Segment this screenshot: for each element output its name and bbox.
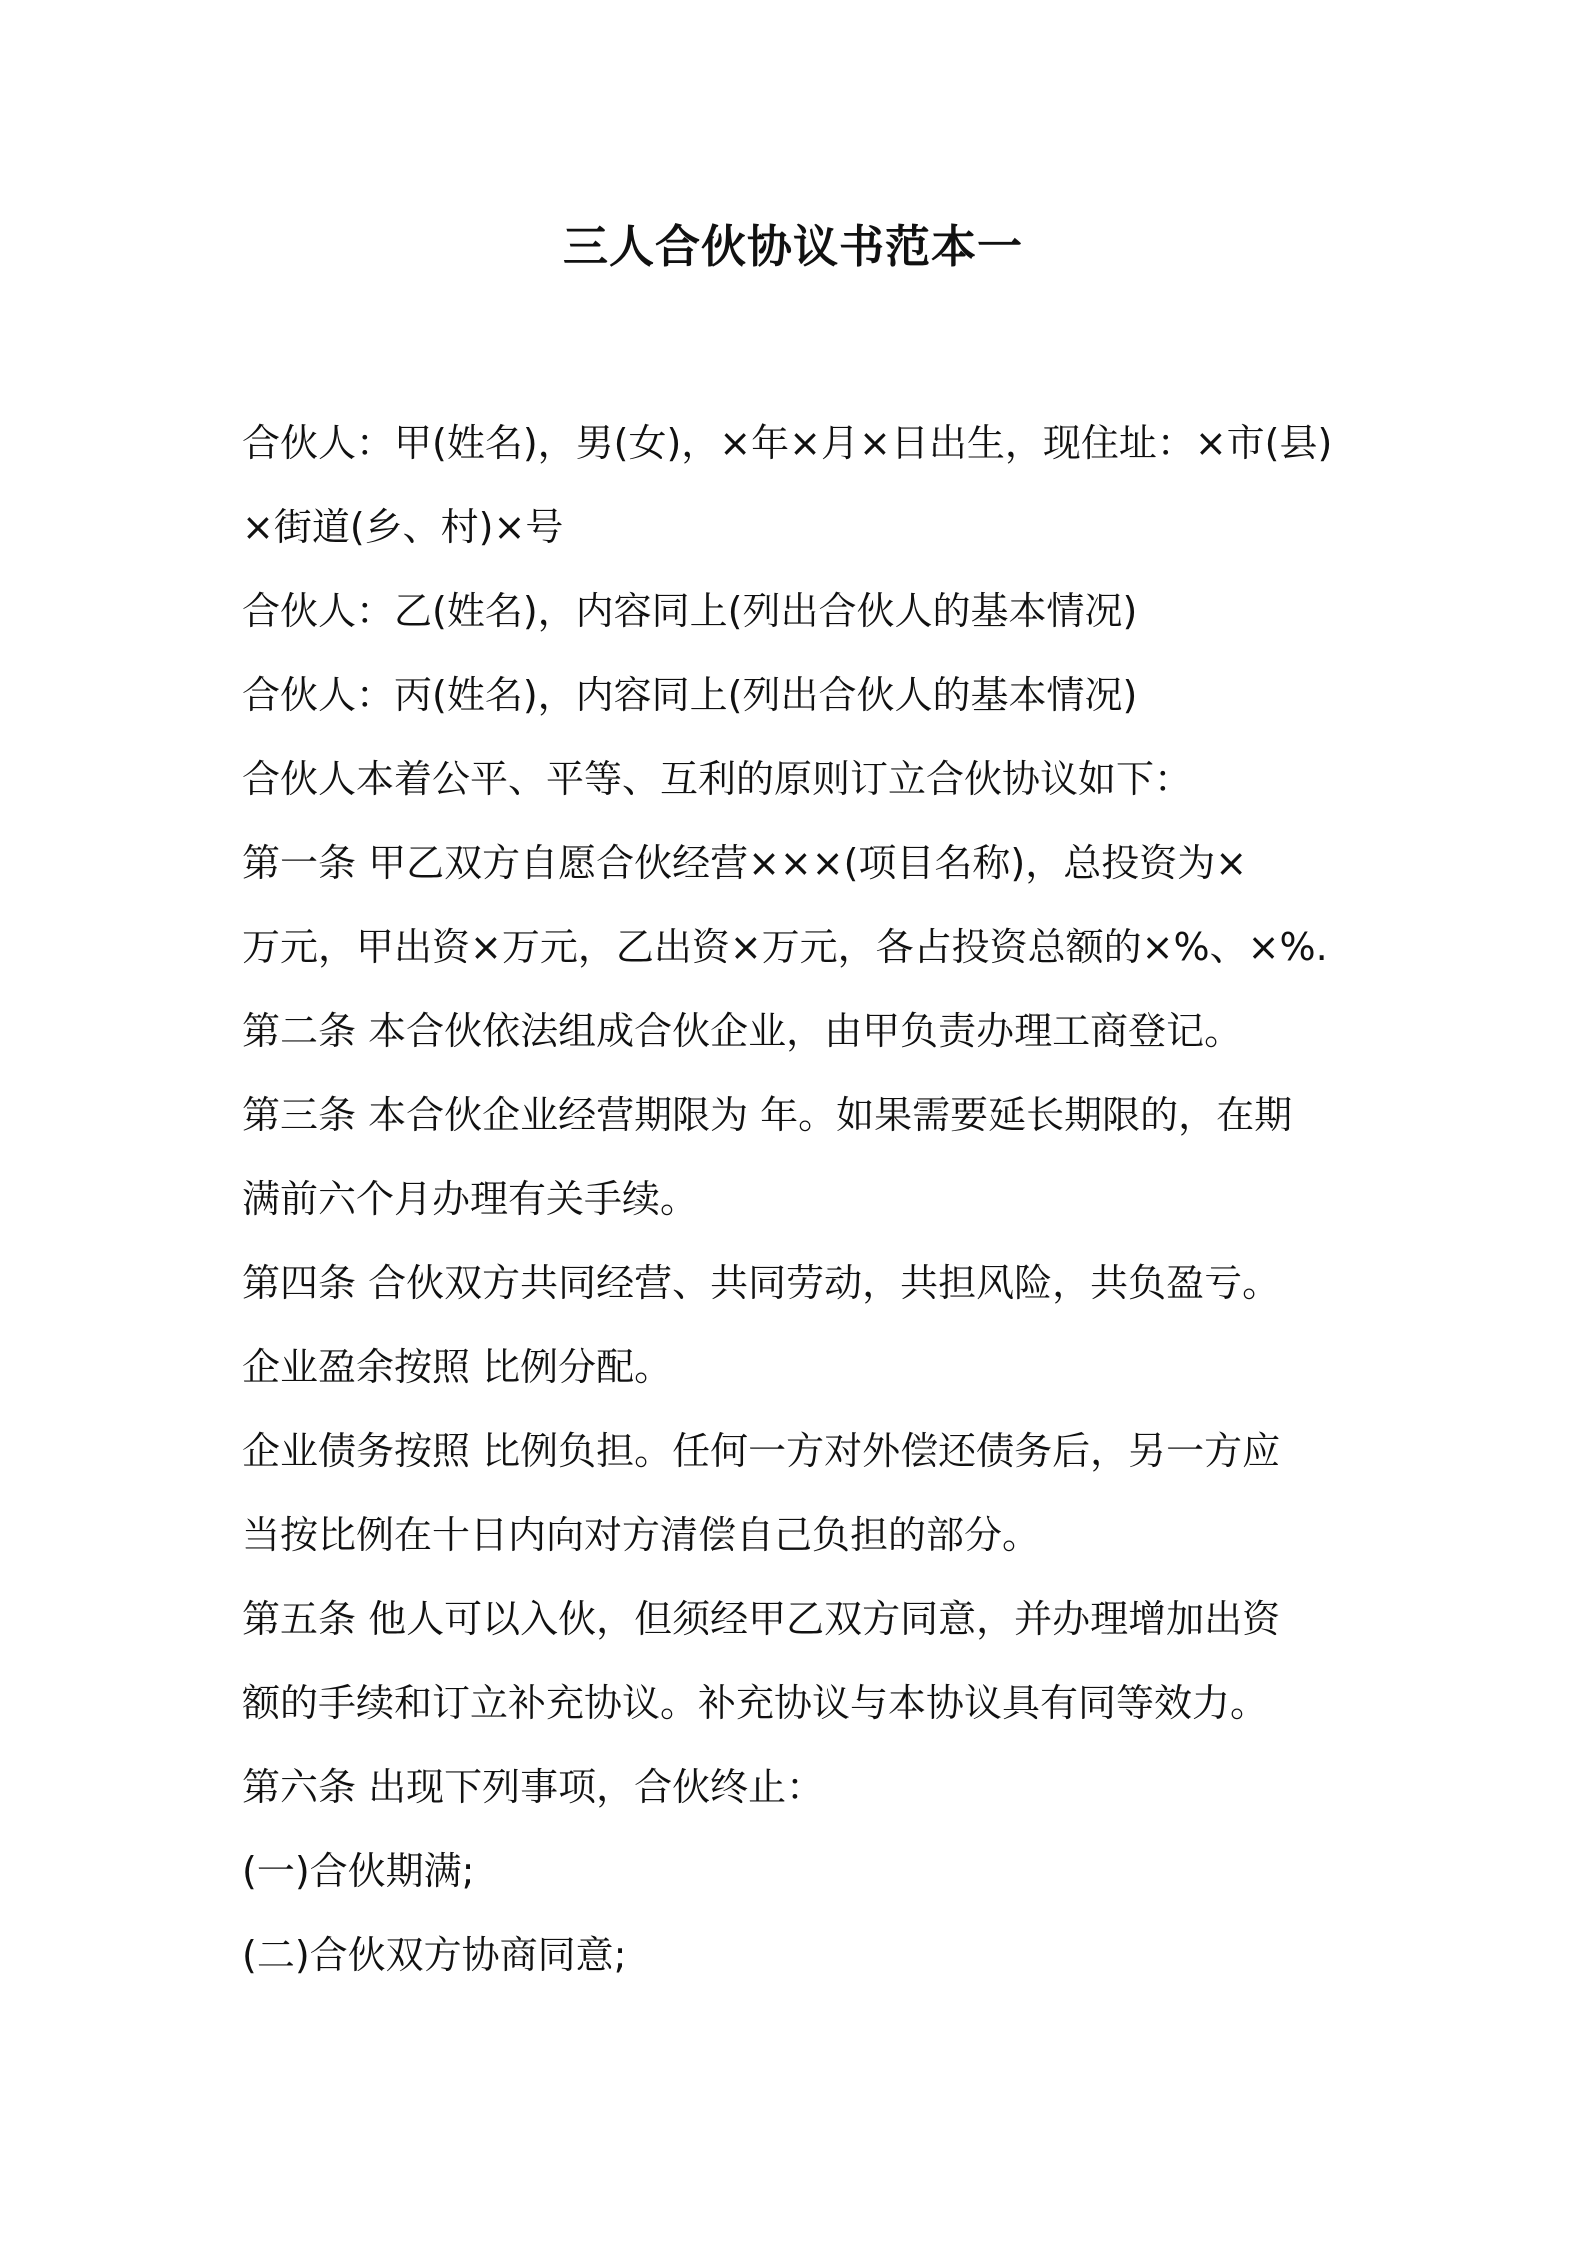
paragraph-line: 第五条 他人可以入伙，但须经甲乙双方同意，并办理增加出资 (242, 1597, 1281, 1641)
document-title: 三人合伙协议书范本一 (562, 220, 1023, 273)
paragraph-line: 第三条 本合伙企业经营期限为 年。如果需要延长期限的，在期 (242, 1093, 1293, 1137)
paragraph-line: 万元，甲出资×万元，乙出资×万元，各占投资总额的×%、×%. (242, 925, 1328, 969)
document-body (242, 401, 1362, 1997)
paragraph-line: 第四条 合伙双方共同经营、共同劳动，共担风险，共负盈亏。 (242, 1261, 1281, 1305)
paragraph-line: 合伙人：乙(姓名)，内容同上(列出合伙人的基本情况) (242, 589, 1138, 633)
paragraph-line: 合伙人本着公平、平等、互利的原则订立合伙协议如下： (242, 757, 1193, 801)
paragraph-line: 额的手续和订立补充协议。补充协议与本协议具有同等效力。 (242, 1681, 1269, 1725)
list-item: (二)合伙双方协商同意; (242, 1933, 627, 1977)
paragraph-line: 满前六个月办理有关手续。 (242, 1177, 699, 1221)
paragraph-line: 第六条 出现下列事项，合伙终止： (242, 1765, 825, 1809)
list-item: (一)合伙期满; (242, 1849, 475, 1893)
paragraph-line: 合伙人：丙(姓名)，内容同上(列出合伙人的基本情况) (242, 673, 1138, 717)
paragraph-line: 第二条 本合伙依法组成合伙企业，由甲负责办理工商登记。 (242, 1009, 1243, 1053)
paragraph-line: 第一条 甲乙双方自愿合伙经营×××(项目名称)，总投资为× (242, 841, 1248, 885)
paragraph-line: ×街道(乡、村)×号 (242, 505, 564, 549)
paragraph-line: 企业盈余按照 比例分配。 (242, 1345, 673, 1389)
paragraph-line: 当按比例在十日内向对方清偿自己负担的部分。 (242, 1513, 1041, 1557)
paragraph-line: 合伙人：甲(姓名)，男(女)，×年×月×日出生，现住址：×市(县) (242, 421, 1333, 465)
paragraph-line: 企业债务按照 比例负担。任何一方对外偿还债务后，另一方应 (242, 1429, 1281, 1473)
